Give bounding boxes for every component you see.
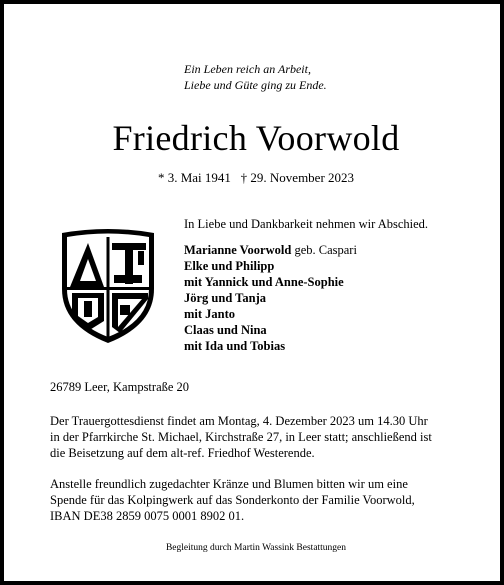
mourner-primary-maiden: geb. Caspari — [291, 243, 357, 257]
mourner-line-text: Claas und Nina — [184, 323, 267, 337]
mourner-line-text: Jörg und Tanja — [184, 291, 266, 305]
mourner-line-text: mit Ida und Tobias — [184, 339, 286, 353]
mourner-line — [184, 338, 484, 354]
birth-date: * 3. Mai 1941 — [157, 170, 231, 185]
donation-request — [50, 476, 470, 524]
mourner-primary-name: Marianne Voorwold — [184, 243, 292, 257]
funeral-service-info — [50, 413, 470, 461]
mourner-line-text: Elke und Philipp — [184, 259, 275, 273]
mourner-primary — [184, 242, 484, 258]
donation-line: Anstelle freundlich zugedachter Kränze und Blumen bitten wir um eine — [50, 477, 408, 491]
mourner-line — [184, 322, 484, 338]
motto-line-2: Liebe und Güte ging zu Ende. — [184, 78, 327, 92]
mourner-line — [184, 306, 484, 322]
mourner-line-text: mit Janto — [184, 307, 236, 321]
service-line: Der Trauergottesdienst findet am Montag, 4. Dezember 2023 um 14.30 Uhr — [50, 414, 428, 428]
life-dates — [4, 170, 504, 186]
undertaker-credit: Begleitung durch Martin Wassink Bestattungen — [165, 543, 347, 553]
mourner-line — [184, 290, 484, 306]
mourner-line — [184, 258, 484, 274]
guild-coat-of-arms-icon — [58, 229, 158, 347]
donation-line: Spende für das Kolpingwerk auf das Sonderkonto der Familie Voorwold, — [50, 493, 415, 507]
family-address: 26789 Leer, Kampstraße 20 — [50, 380, 190, 394]
service-line: die Beisetzung auf dem alt-ref. Friedhof Westerende. — [50, 446, 315, 460]
mourner-line-text: mit Yannick und Anne-Sophie — [184, 275, 344, 289]
deceased-name: Friedrich Voorwold — [112, 118, 400, 158]
motto-line-1: Ein Leben reich an Arbeit, — [184, 62, 311, 76]
death-date: † 29. November 2023 — [240, 170, 355, 185]
motto — [184, 61, 444, 93]
farewell-intro: In Liebe und Dankbarkeit nehmen wir Abschied. — [184, 217, 429, 231]
mourners-list — [184, 242, 484, 354]
donation-line: IBAN DE38 2859 0075 0001 8902 01. — [50, 509, 245, 523]
mourner-line — [184, 274, 484, 290]
service-line: in der Pfarrkirche St. Michael, Kirchstraße 27, in Leer statt; anschließend ist — [50, 430, 432, 444]
